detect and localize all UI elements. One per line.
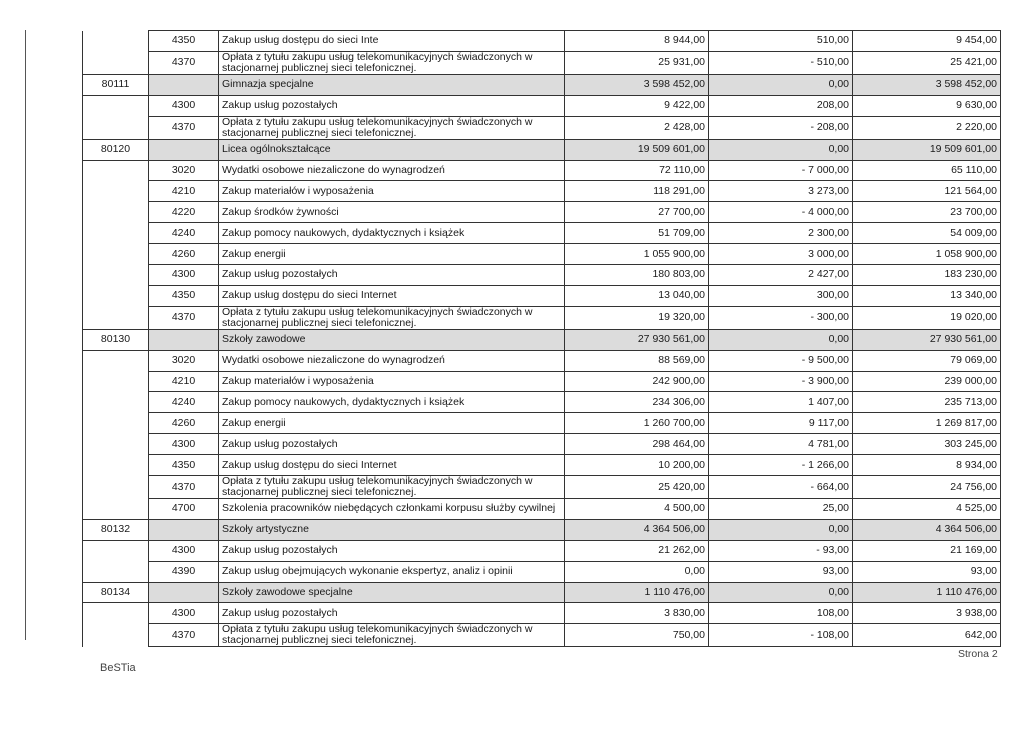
description-cell: Opłata z tytułu zakupu usług telekomunikacyjnych świadczonych w stacjonarnej publicznej sieci telefonicznej. [219,116,565,139]
description-cell: Szkoły artystyczne [219,519,565,540]
description-cell: Zakup usług dostępu do sieci Internet [219,285,565,306]
change-amount-cell: 208,00 [709,95,853,116]
change-amount-cell: 2 300,00 [709,223,853,244]
change-amount-cell: 0,00 [709,74,853,95]
plan-amount-cell: 0,00 [565,561,709,582]
section-row [83,519,1001,540]
division-code-cell [83,499,149,520]
plan-amount-cell: 72 110,00 [565,160,709,181]
change-amount-cell: 0,00 [709,519,853,540]
description-cell: Szkolenia pracowników niebędących członkami korpusu służby cywilnej [219,499,565,520]
table-row [83,116,1001,139]
after-change-amount-cell: 4 525,00 [853,499,1001,520]
change-amount-cell: 1 407,00 [709,392,853,413]
paragraph-code-cell: 3020 [149,160,219,181]
plan-amount-cell: 10 200,00 [565,455,709,476]
plan-amount-cell: 1 110 476,00 [565,582,709,603]
description-cell: Zakup usług pozostałych [219,540,565,561]
division-code-cell [83,116,149,139]
description-cell: Zakup usług dostępu do sieci Inte [219,31,565,52]
division-code-cell [83,371,149,392]
table-row [83,499,1001,520]
change-amount-cell: 3 000,00 [709,244,853,265]
paragraph-code-cell [149,139,219,160]
paragraph-code-cell: 4210 [149,371,219,392]
paragraph-code-cell: 4260 [149,413,219,434]
plan-amount-cell: 88 569,00 [565,350,709,371]
description-cell: Opłata z tytułu zakupu usług telekomunikacyjnych świadczonych w stacjonarnej publicznej sieci telefonicznej. [219,476,565,499]
change-amount-cell: 510,00 [709,31,853,52]
division-code-cell [83,285,149,306]
paragraph-code-cell: 4300 [149,540,219,561]
table-row [83,265,1001,286]
division-code-cell [83,223,149,244]
change-amount-cell: 2 427,00 [709,265,853,286]
after-change-amount-cell: 27 930 561,00 [853,329,1001,350]
after-change-amount-cell: 8 934,00 [853,455,1001,476]
change-amount-cell: - 4 000,00 [709,202,853,223]
plan-amount-cell: 242 900,00 [565,371,709,392]
change-amount-cell: - 300,00 [709,306,853,329]
after-change-amount-cell: 65 110,00 [853,160,1001,181]
description-cell: Opłata z tytułu zakupu usług telekomunikacyjnych świadczonych w stacjonarnej publicznej sieci telefonicznej. [219,51,565,74]
division-code-cell [83,476,149,499]
division-code-cell [83,160,149,181]
paragraph-code-cell [149,329,219,350]
table-row [83,603,1001,624]
description-cell: Opłata z tytułu zakupu usług telekomunikacyjnych świadczonych w stacjonarnej publicznej sieci telefonicznej. [219,306,565,329]
table-row [83,540,1001,561]
division-code-cell: 80132 [83,519,149,540]
paragraph-code-cell: 4700 [149,499,219,520]
plan-amount-cell: 19 509 601,00 [565,139,709,160]
table-row [83,392,1001,413]
table-row [83,476,1001,499]
after-change-amount-cell: 121 564,00 [853,181,1001,202]
change-amount-cell: - 664,00 [709,476,853,499]
plan-amount-cell: 25 420,00 [565,476,709,499]
change-amount-cell: 9 117,00 [709,413,853,434]
change-amount-cell: - 9 500,00 [709,350,853,371]
change-amount-cell: 0,00 [709,582,853,603]
division-code-cell [83,603,149,624]
description-cell: Opłata z tytułu zakupu usług telekomunikacyjnych świadczonych w stacjonarnej publicznej sieci telefonicznej. [219,624,565,647]
paragraph-code-cell: 4240 [149,223,219,244]
table-row [83,95,1001,116]
change-amount-cell: 93,00 [709,561,853,582]
after-change-amount-cell: 235 713,00 [853,392,1001,413]
change-amount-cell: - 7 000,00 [709,160,853,181]
division-code-cell [83,306,149,329]
division-code-cell [83,392,149,413]
division-code-cell [83,244,149,265]
plan-amount-cell: 298 464,00 [565,434,709,455]
table-row [83,223,1001,244]
description-cell: Licea ogólnokształcące [219,139,565,160]
division-code-cell [83,624,149,647]
division-code-cell [83,413,149,434]
description-cell: Szkoły zawodowe [219,329,565,350]
plan-amount-cell: 1 055 900,00 [565,244,709,265]
change-amount-cell: - 208,00 [709,116,853,139]
table-row [83,306,1001,329]
paragraph-code-cell: 4220 [149,202,219,223]
after-change-amount-cell: 3 598 452,00 [853,74,1001,95]
paragraph-code-cell: 4370 [149,51,219,74]
table-row [83,561,1001,582]
plan-amount-cell: 8 944,00 [565,31,709,52]
change-amount-cell: - 510,00 [709,51,853,74]
change-amount-cell: 3 273,00 [709,181,853,202]
after-change-amount-cell: 19 020,00 [853,306,1001,329]
paragraph-code-cell: 4370 [149,116,219,139]
paragraph-code-cell: 4260 [149,244,219,265]
after-change-amount-cell: 1 269 817,00 [853,413,1001,434]
table-row [83,413,1001,434]
paragraph-code-cell: 4350 [149,31,219,52]
after-change-amount-cell: 239 000,00 [853,371,1001,392]
change-amount-cell: - 1 266,00 [709,455,853,476]
description-cell: Zakup usług dostępu do sieci Internet [219,455,565,476]
plan-amount-cell: 118 291,00 [565,181,709,202]
plan-amount-cell: 750,00 [565,624,709,647]
table-row [83,181,1001,202]
paragraph-code-cell: 4300 [149,434,219,455]
change-amount-cell: 108,00 [709,603,853,624]
division-code-cell [83,51,149,74]
description-cell: Zakup usług obejmujących wykonanie ekspertyz, analiz i opinii [219,561,565,582]
page-number: Strona 2 [958,648,998,660]
change-amount-cell: 0,00 [709,139,853,160]
table-row [83,371,1001,392]
paragraph-code-cell [149,74,219,95]
change-amount-cell: 25,00 [709,499,853,520]
table-row [83,285,1001,306]
division-code-cell: 80120 [83,139,149,160]
software-name: BeSTia [100,662,136,674]
after-change-amount-cell: 93,00 [853,561,1001,582]
after-change-amount-cell: 9 454,00 [853,31,1001,52]
plan-amount-cell: 9 422,00 [565,95,709,116]
division-code-cell [83,181,149,202]
table-row [83,350,1001,371]
section-row [83,582,1001,603]
plan-amount-cell: 180 803,00 [565,265,709,286]
description-cell: Zakup usług pozostałych [219,265,565,286]
budget-table [82,30,1001,647]
section-row [83,139,1001,160]
paragraph-code-cell: 4300 [149,95,219,116]
description-cell: Zakup środków żywności [219,202,565,223]
description-cell: Zakup usług pozostałych [219,603,565,624]
description-cell: Wydatki osobowe niezaliczone do wynagrodzeń [219,350,565,371]
description-cell: Wydatki osobowe niezaliczone do wynagrodzeń [219,160,565,181]
description-cell: Zakup pomocy naukowych, dydaktycznych i książek [219,223,565,244]
after-change-amount-cell: 2 220,00 [853,116,1001,139]
paragraph-code-cell [149,519,219,540]
division-code-cell [83,202,149,223]
after-change-amount-cell: 183 230,00 [853,265,1001,286]
plan-amount-cell: 19 320,00 [565,306,709,329]
division-code-cell [83,434,149,455]
plan-amount-cell: 234 306,00 [565,392,709,413]
after-change-amount-cell: 24 756,00 [853,476,1001,499]
plan-amount-cell: 3 830,00 [565,603,709,624]
division-code-cell [83,540,149,561]
plan-amount-cell: 51 709,00 [565,223,709,244]
change-amount-cell: - 108,00 [709,624,853,647]
table-row [83,202,1001,223]
plan-amount-cell: 27 930 561,00 [565,329,709,350]
after-change-amount-cell: 54 009,00 [853,223,1001,244]
table-row [83,434,1001,455]
plan-amount-cell: 27 700,00 [565,202,709,223]
description-cell: Zakup energii [219,244,565,265]
division-code-cell [83,561,149,582]
table-row [83,160,1001,181]
change-amount-cell: 4 781,00 [709,434,853,455]
after-change-amount-cell: 9 630,00 [853,95,1001,116]
after-change-amount-cell: 25 421,00 [853,51,1001,74]
table-row [83,51,1001,74]
after-change-amount-cell: 303 245,00 [853,434,1001,455]
plan-amount-cell: 2 428,00 [565,116,709,139]
description-cell: Zakup usług pozostałych [219,434,565,455]
description-cell: Gimnazja specjalne [219,74,565,95]
paragraph-code-cell: 4350 [149,455,219,476]
division-code-cell [83,455,149,476]
plan-amount-cell: 25 931,00 [565,51,709,74]
after-change-amount-cell: 642,00 [853,624,1001,647]
budget-table-body [83,31,1001,647]
after-change-amount-cell: 1 058 900,00 [853,244,1001,265]
after-change-amount-cell: 79 069,00 [853,350,1001,371]
division-code-cell [83,265,149,286]
after-change-amount-cell: 23 700,00 [853,202,1001,223]
paragraph-code-cell: 4370 [149,624,219,647]
plan-amount-cell: 21 262,00 [565,540,709,561]
table-row [83,455,1001,476]
description-cell: Zakup usług pozostałych [219,95,565,116]
paragraph-code-cell: 4350 [149,285,219,306]
paragraph-code-cell: 4300 [149,603,219,624]
plan-amount-cell: 1 260 700,00 [565,413,709,434]
change-amount-cell: - 93,00 [709,540,853,561]
division-code-cell: 80111 [83,74,149,95]
paragraph-code-cell: 4390 [149,561,219,582]
after-change-amount-cell: 3 938,00 [853,603,1001,624]
after-change-amount-cell: 19 509 601,00 [853,139,1001,160]
paragraph-code-cell [149,582,219,603]
after-change-amount-cell: 21 169,00 [853,540,1001,561]
plan-amount-cell: 4 500,00 [565,499,709,520]
division-code-cell [83,350,149,371]
division-code-cell [83,95,149,116]
after-change-amount-cell: 13 340,00 [853,285,1001,306]
description-cell: Zakup materiałów i wyposażenia [219,371,565,392]
paragraph-code-cell: 4370 [149,476,219,499]
division-code-cell [83,31,149,52]
change-amount-cell: 300,00 [709,285,853,306]
table-row [83,31,1001,52]
paragraph-code-cell: 3020 [149,350,219,371]
plan-amount-cell: 3 598 452,00 [565,74,709,95]
paragraph-code-cell: 4240 [149,392,219,413]
section-row [83,74,1001,95]
paragraph-code-cell: 4300 [149,265,219,286]
paragraph-code-cell: 4210 [149,181,219,202]
table-row [83,244,1001,265]
plan-amount-cell: 13 040,00 [565,285,709,306]
margin-line [25,30,26,640]
description-cell: Zakup materiałów i wyposażenia [219,181,565,202]
description-cell: Zakup pomocy naukowych, dydaktycznych i książek [219,392,565,413]
plan-amount-cell: 4 364 506,00 [565,519,709,540]
change-amount-cell: - 3 900,00 [709,371,853,392]
change-amount-cell: 0,00 [709,329,853,350]
after-change-amount-cell: 4 364 506,00 [853,519,1001,540]
table-row [83,624,1001,647]
after-change-amount-cell: 1 110 476,00 [853,582,1001,603]
section-row [83,329,1001,350]
division-code-cell: 80130 [83,329,149,350]
description-cell: Zakup energii [219,413,565,434]
description-cell: Szkoły zawodowe specjalne [219,582,565,603]
paragraph-code-cell: 4370 [149,306,219,329]
division-code-cell: 80134 [83,582,149,603]
